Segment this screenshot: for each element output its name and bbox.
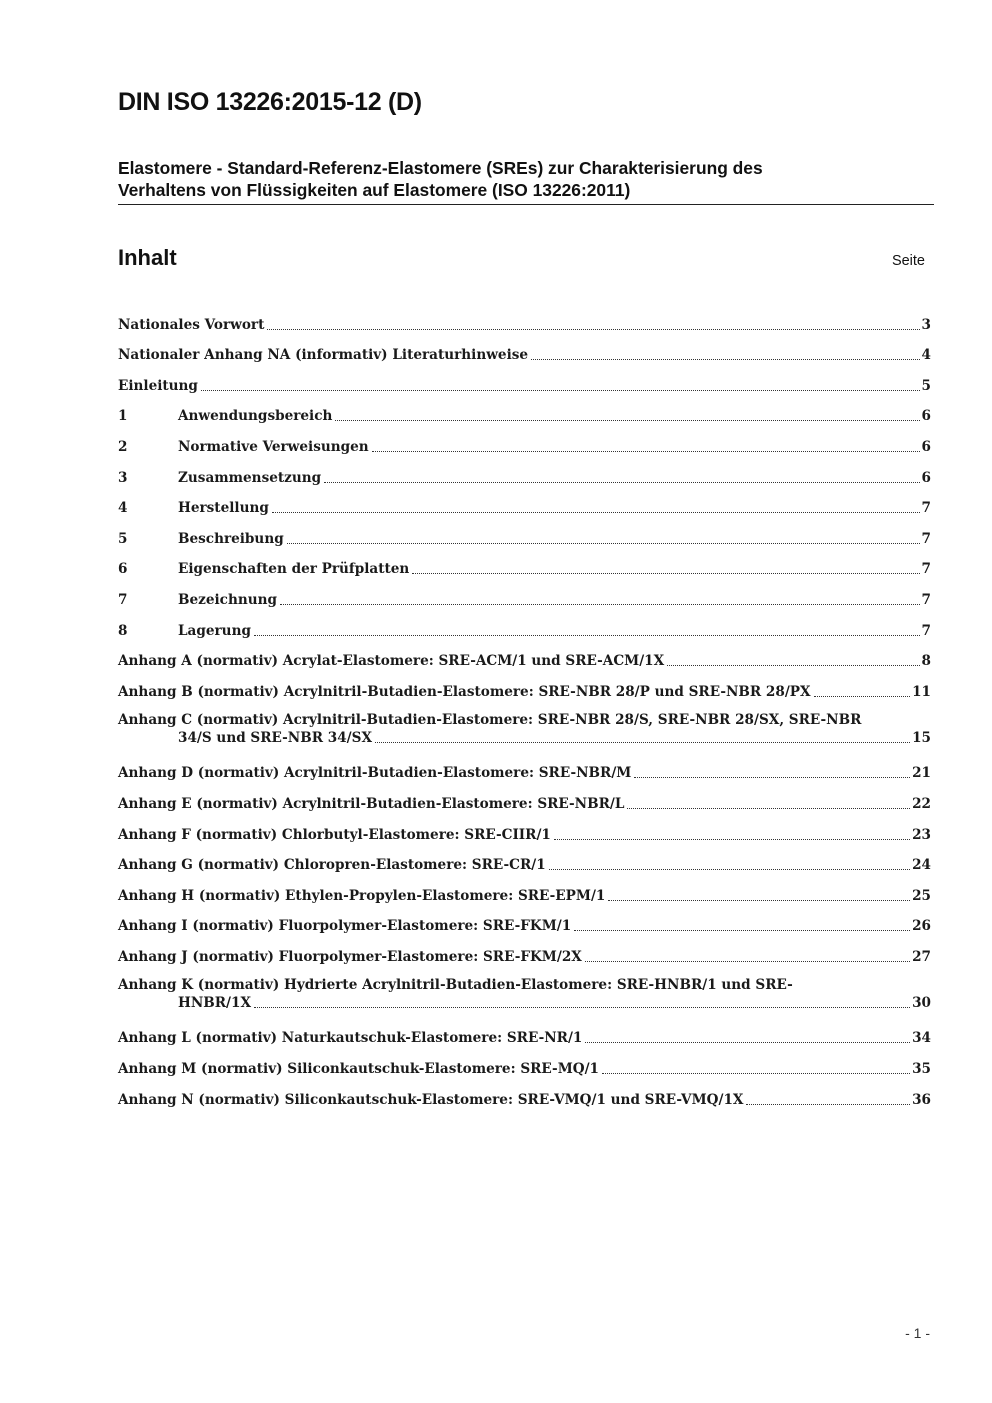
- toc-entry-title: Anhang E (normativ) Acrylnitril-Butadien-Elastomere: SRE-NBR/L: [118, 795, 625, 812]
- toc-entry[interactable]: [118, 548, 931, 579]
- toc-entry[interactable]: [118, 578, 931, 609]
- toc-entry-page: 6: [921, 408, 931, 425]
- toc-entry-title: Zusammensetzung: [178, 469, 322, 486]
- toc-entry[interactable]: [118, 1047, 931, 1078]
- dot-leader: [254, 1007, 910, 1008]
- toc-entry-page: 3: [921, 316, 931, 333]
- toc-entry-title: Nationaler Anhang NA (informativ) Literaturhinweise: [118, 347, 529, 364]
- toc-entry[interactable]: [118, 813, 931, 844]
- toc-entry-page: 7: [921, 530, 931, 547]
- toc-entry[interactable]: [118, 935, 931, 966]
- dot-leader: [287, 543, 920, 544]
- toc-heading: Inhalt: [118, 245, 177, 270]
- toc-entry-title: Herstellung: [178, 500, 269, 517]
- dot-leader: [375, 742, 910, 743]
- toc-entry-page: 7: [921, 591, 931, 608]
- toc-entry-title: Anhang I (normativ) Fluorpolymer-Elastomere: SRE-FKM/1: [118, 918, 572, 935]
- toc-entry-title: Beschreibung: [178, 530, 284, 547]
- toc-page-column-label: Seite: [891, 253, 925, 269]
- toc-entry-title: Anhang L (normativ) Naturkautschuk-Elastomere: SRE-NR/1: [118, 1030, 583, 1047]
- toc-entry-title: Anhang K (normativ) Hydrierte Acrylnitril-Butadien-Elastomere: SRE-HNBR/1 und SRE-: [118, 976, 793, 993]
- toc-entry[interactable]: [118, 303, 931, 334]
- toc-entry-number: 6: [118, 561, 128, 578]
- toc-entry-page: 6: [921, 438, 931, 455]
- toc-entry[interactable]: [118, 670, 931, 701]
- toc-entry-number: 7: [118, 591, 128, 608]
- table-of-contents: [118, 303, 931, 1109]
- toc-entry-page: 26: [912, 918, 931, 935]
- toc-entry-title: Normative Verweisungen: [178, 438, 369, 455]
- dot-leader: [324, 482, 919, 483]
- subtitle-line-1: Elastomere - Standard-Referenz-Elastomere (SREs) zur Charakterisierung des: [118, 158, 763, 178]
- toc-entry-title: Anhang A (normativ) Acrylat-Elastomere: SRE-ACM/1 und SRE-ACM/1X: [118, 653, 665, 670]
- toc-entry-title-continued: HNBR/1X: [178, 994, 252, 1011]
- toc-entry-page: 30: [912, 994, 931, 1011]
- toc-entry-title: Anhang C (normativ) Acrylnitril-Butadien-Elastomere: SRE-NBR 28/S, SRE-NBR 28/SX, SRE-NBR: [118, 711, 862, 728]
- toc-entry-page: 11: [912, 683, 931, 700]
- dot-leader: [531, 359, 919, 360]
- dot-leader: [201, 390, 920, 391]
- page-number: - 1 -: [905, 1325, 930, 1341]
- toc-entry[interactable]: [118, 456, 931, 487]
- toc-entry-page: 15: [912, 729, 931, 746]
- toc-entry-title: Anhang M (normativ) Siliconkautschuk-Elastomere: SRE-MQ/1: [118, 1061, 600, 1078]
- dot-leader: [267, 329, 919, 330]
- toc-entry-page: 7: [921, 622, 931, 639]
- dot-leader: [335, 420, 919, 421]
- toc-entry-page: 23: [912, 826, 931, 843]
- toc-entry[interactable]: [118, 1078, 931, 1109]
- toc-entry[interactable]: [118, 487, 931, 518]
- toc-entry[interactable]: [118, 364, 931, 395]
- toc-entry-number: 8: [118, 622, 128, 639]
- toc-entry-page: 4: [921, 347, 931, 364]
- toc-entry-page: 5: [921, 377, 931, 394]
- toc-entry[interactable]: [118, 395, 931, 426]
- toc-entry-title: Anwendungsbereich: [178, 408, 333, 425]
- toc-entry-page: 34: [912, 1030, 931, 1047]
- subtitle-line-2: Verhaltens von Flüssigkeiten auf Elastomere (ISO 13226:2011): [118, 179, 631, 200]
- dot-leader: [627, 808, 910, 809]
- toc-entry-page: 24: [912, 857, 931, 874]
- toc-entry[interactable]: [118, 517, 931, 548]
- toc-entry-page: 21: [912, 765, 931, 782]
- dot-leader: [554, 839, 910, 840]
- toc-entry-title: Eigenschaften der Prüfplatten: [178, 561, 410, 578]
- toc-entry-page: 7: [921, 500, 931, 517]
- toc-entry-title-continued: 34/S und SRE-NBR 34/SX: [178, 729, 372, 746]
- toc-entry-number: 5: [118, 530, 128, 547]
- dot-leader: [372, 451, 920, 452]
- toc-entry[interactable]: [118, 609, 931, 640]
- toc-entry[interactable]: [118, 844, 931, 875]
- toc-entry-title: Lagerung: [178, 622, 251, 639]
- document-subtitle: [118, 158, 934, 205]
- dot-leader: [549, 869, 910, 870]
- toc-entry-page: 25: [912, 887, 931, 904]
- document-title: DIN ISO 13226:2015-12 (D): [118, 88, 422, 116]
- toc-entry-title: Anhang N (normativ) Siliconkautschuk-Elastomere: SRE-VMQ/1 und SRE-VMQ/1X: [118, 1091, 744, 1108]
- dot-leader: [602, 1073, 910, 1074]
- dot-leader: [585, 961, 910, 962]
- dot-leader: [272, 512, 920, 513]
- toc-entry[interactable]: [118, 334, 931, 365]
- toc-entry[interactable]: [118, 905, 931, 936]
- toc-entry[interactable]: [118, 701, 931, 752]
- dot-leader: [667, 665, 919, 666]
- toc-entry[interactable]: [118, 874, 931, 905]
- dot-leader: [746, 1104, 910, 1105]
- toc-entry[interactable]: [118, 425, 931, 456]
- toc-entry-title: Anhang H (normativ) Ethylen-Propylen-Elastomere: SRE-EPM/1: [118, 887, 606, 904]
- toc-entry-title: Einleitung: [118, 377, 198, 394]
- dot-leader: [585, 1042, 910, 1043]
- dot-leader: [634, 777, 910, 778]
- toc-entry-title: Anhang B (normativ) Acrylnitril-Butadien-Elastomere: SRE-NBR 28/P und SRE-NBR 28/PX: [118, 683, 811, 700]
- dot-leader: [254, 635, 920, 636]
- toc-entry[interactable]: [118, 640, 931, 671]
- toc-entry-number: 2: [118, 438, 128, 455]
- toc-entry[interactable]: [118, 782, 931, 813]
- toc-entry-number: 1: [118, 408, 128, 425]
- toc-entry-title: Anhang J (normativ) Fluorpolymer-Elastomere: SRE-FKM/2X: [118, 948, 582, 965]
- toc-entry-number: 4: [118, 500, 128, 517]
- dot-leader: [814, 696, 911, 697]
- toc-entry-title: Anhang D (normativ) Acrylnitril-Butadien-Elastomere: SRE-NBR/M: [118, 765, 632, 782]
- toc-entry[interactable]: [118, 752, 931, 783]
- toc-entry-page: 35: [912, 1061, 931, 1078]
- toc-entry-page: 7: [921, 561, 931, 578]
- dot-leader: [280, 604, 920, 605]
- toc-entry-page: 27: [912, 948, 931, 965]
- toc-entry-page: 6: [921, 469, 931, 486]
- toc-entry-title: Bezeichnung: [178, 591, 277, 608]
- toc-entry-title: Anhang G (normativ) Chloropren-Elastomere: SRE-CR/1: [118, 857, 546, 874]
- toc-entry-title: Nationales Vorwort: [118, 316, 265, 333]
- toc-entry-page: 22: [912, 795, 931, 812]
- dot-leader: [412, 573, 919, 574]
- toc-entry-page: 8: [921, 653, 931, 670]
- toc-entry-number: 3: [118, 469, 128, 486]
- toc-entry-page: 36: [912, 1091, 931, 1108]
- dot-leader: [608, 900, 910, 901]
- toc-entry[interactable]: [118, 966, 931, 1017]
- toc-entry-title: Anhang F (normativ) Chlorbutyl-Elastomere: SRE-CIIR/1: [118, 826, 551, 843]
- dot-leader: [574, 930, 910, 931]
- toc-entry[interactable]: [118, 1017, 931, 1048]
